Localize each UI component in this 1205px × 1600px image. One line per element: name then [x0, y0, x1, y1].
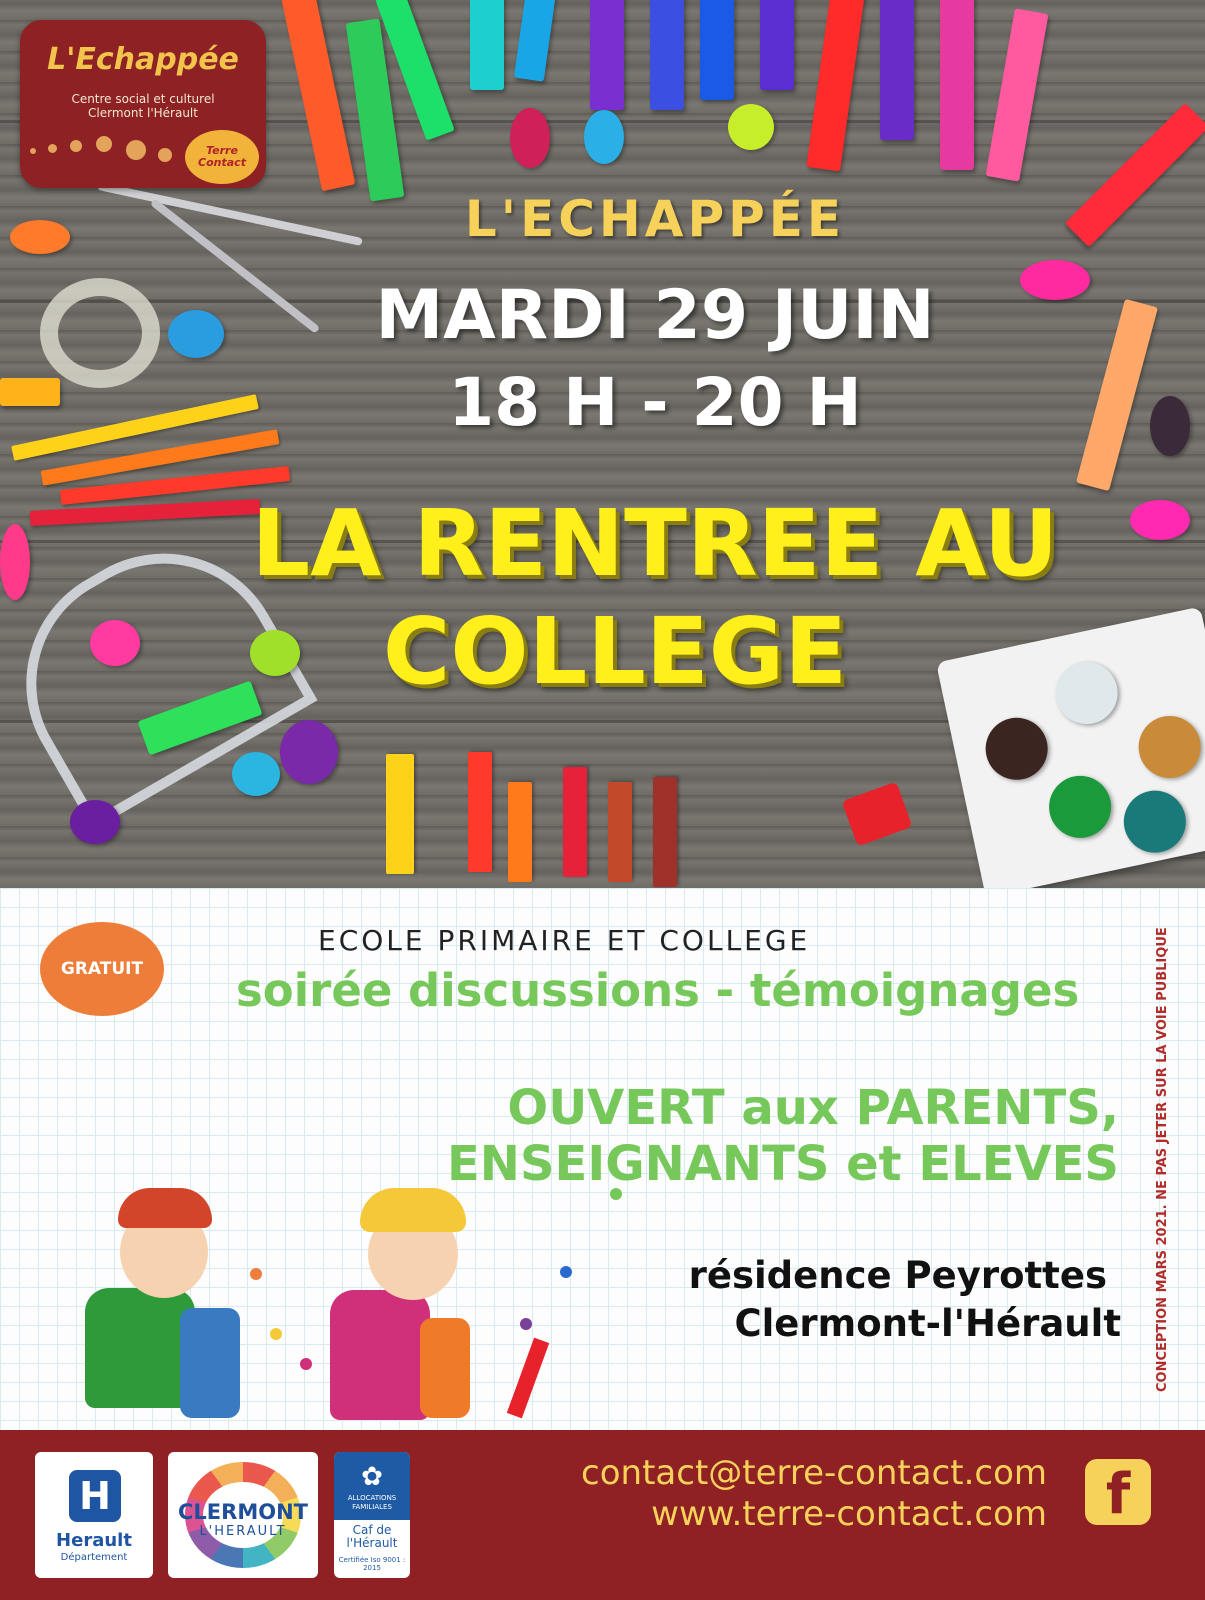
- contact-email[interactable]: contact@terre-contact.com: [581, 1453, 1047, 1493]
- paint-cake: [1118, 785, 1192, 859]
- pencil-sharpener: [842, 782, 913, 847]
- confetti: [300, 1358, 312, 1370]
- logo-subtitle: Clermont l'Hérault: [88, 106, 198, 120]
- colored-pencil: [468, 752, 492, 872]
- clermont-logo: [168, 1452, 318, 1578]
- herault-logo: [35, 1452, 153, 1578]
- herault-h-icon: H: [69, 1470, 121, 1522]
- venue-city: Clermont-l'Hérault: [734, 1302, 1121, 1345]
- event-time: 18 H - 20 H: [448, 364, 862, 441]
- logo-dot: [96, 136, 112, 152]
- boy-backpack: [85, 1288, 195, 1408]
- audience: OUVERT aux PARENTS,: [507, 1080, 1119, 1136]
- boy-hair: [118, 1188, 212, 1228]
- pastel-stick: [940, 0, 974, 170]
- bead: [232, 752, 280, 796]
- confetti: [560, 1266, 572, 1278]
- event-title: LA RENTREE AU: [251, 490, 1059, 597]
- school-level: ECOLE PRIMAIRE ET COLLEGE: [318, 924, 811, 957]
- logo-dot: [48, 144, 57, 153]
- girl-hair: [360, 1188, 466, 1232]
- paint-cake: [980, 712, 1054, 786]
- caf-header: [334, 1452, 410, 1520]
- clermont-name: CLERMONT: [178, 1500, 308, 1524]
- bead: [280, 720, 338, 784]
- venue: résidence Peyrottes: [688, 1254, 1107, 1297]
- logo-name: L'Echappée: [47, 42, 239, 77]
- logo-dot: [70, 140, 82, 152]
- family-icon: ✿: [361, 1462, 383, 1492]
- girl-backpack: [330, 1290, 430, 1420]
- audience: ENSEIGNANTS et ELEVES: [447, 1136, 1119, 1192]
- echappee-logo: [20, 20, 266, 188]
- paint-cake: [1133, 710, 1205, 784]
- caf-name: Caf de l'Hérault: [346, 1523, 398, 1550]
- event-date: MARDI 29 JUIN: [375, 276, 935, 355]
- pastel-stick: [806, 0, 868, 171]
- colored-pencil: [563, 767, 587, 877]
- confetti: [270, 1328, 282, 1340]
- logo-subtitle: Centre social et culturel: [71, 92, 215, 106]
- event-type: soirée discussions - témoignages: [236, 964, 1080, 1017]
- pastel-stick: [470, 0, 504, 90]
- paint-cake: [1043, 770, 1117, 844]
- website-link[interactable]: www.terre-contact.com: [651, 1494, 1047, 1534]
- pastel-stick: [985, 8, 1048, 181]
- caf-logo: [334, 1452, 410, 1578]
- pastel-stick: [760, 0, 794, 90]
- pastel-stick: [700, 0, 734, 100]
- bead: [70, 800, 120, 844]
- caf-top-text: ALLOCATIONS FAMILIALES: [347, 1494, 397, 1511]
- terre-contact-logo: Terre Contact: [185, 130, 259, 184]
- free-badge: GRATUIT: [40, 922, 164, 1016]
- herault-name: Herault: [56, 1530, 132, 1551]
- colored-pencil: [653, 777, 677, 887]
- colored-pencil: [608, 782, 632, 882]
- pastel-stick: [279, 0, 356, 191]
- confetti: [250, 1268, 262, 1280]
- bead: [510, 108, 550, 168]
- facebook-icon[interactable]: f: [1085, 1459, 1151, 1525]
- bead: [584, 110, 624, 164]
- organizer-title: L'ECHAPPÉE: [464, 190, 846, 248]
- pastel-stick: [590, 0, 624, 110]
- pastel-stick: [650, 0, 684, 110]
- logo-dot: [30, 148, 36, 154]
- caf-cert: Certifiée Iso 9001 : 2015: [338, 1556, 406, 1572]
- pastel-stick: [880, 0, 914, 140]
- pencil-illustration: [507, 1338, 549, 1419]
- colored-pencil: [386, 754, 414, 874]
- print-notice: CONCEPTION MARS 2021. NE PAS JETER SUR LA VOIE PUBLIQUE: [1155, 927, 1170, 1392]
- logo-dot: [126, 140, 146, 160]
- girl-shirt: [420, 1318, 470, 1418]
- herault-sub: Département: [60, 1552, 128, 1563]
- boy-shirt: [180, 1308, 240, 1418]
- confetti: [520, 1318, 532, 1330]
- colored-pencil: [508, 782, 532, 882]
- bead: [728, 104, 774, 150]
- clermont-sub: L'HERAULT: [199, 1524, 287, 1539]
- logo-dot: [158, 148, 172, 162]
- pastel-stick: [514, 0, 556, 82]
- event-title: COLLEGE: [382, 598, 848, 705]
